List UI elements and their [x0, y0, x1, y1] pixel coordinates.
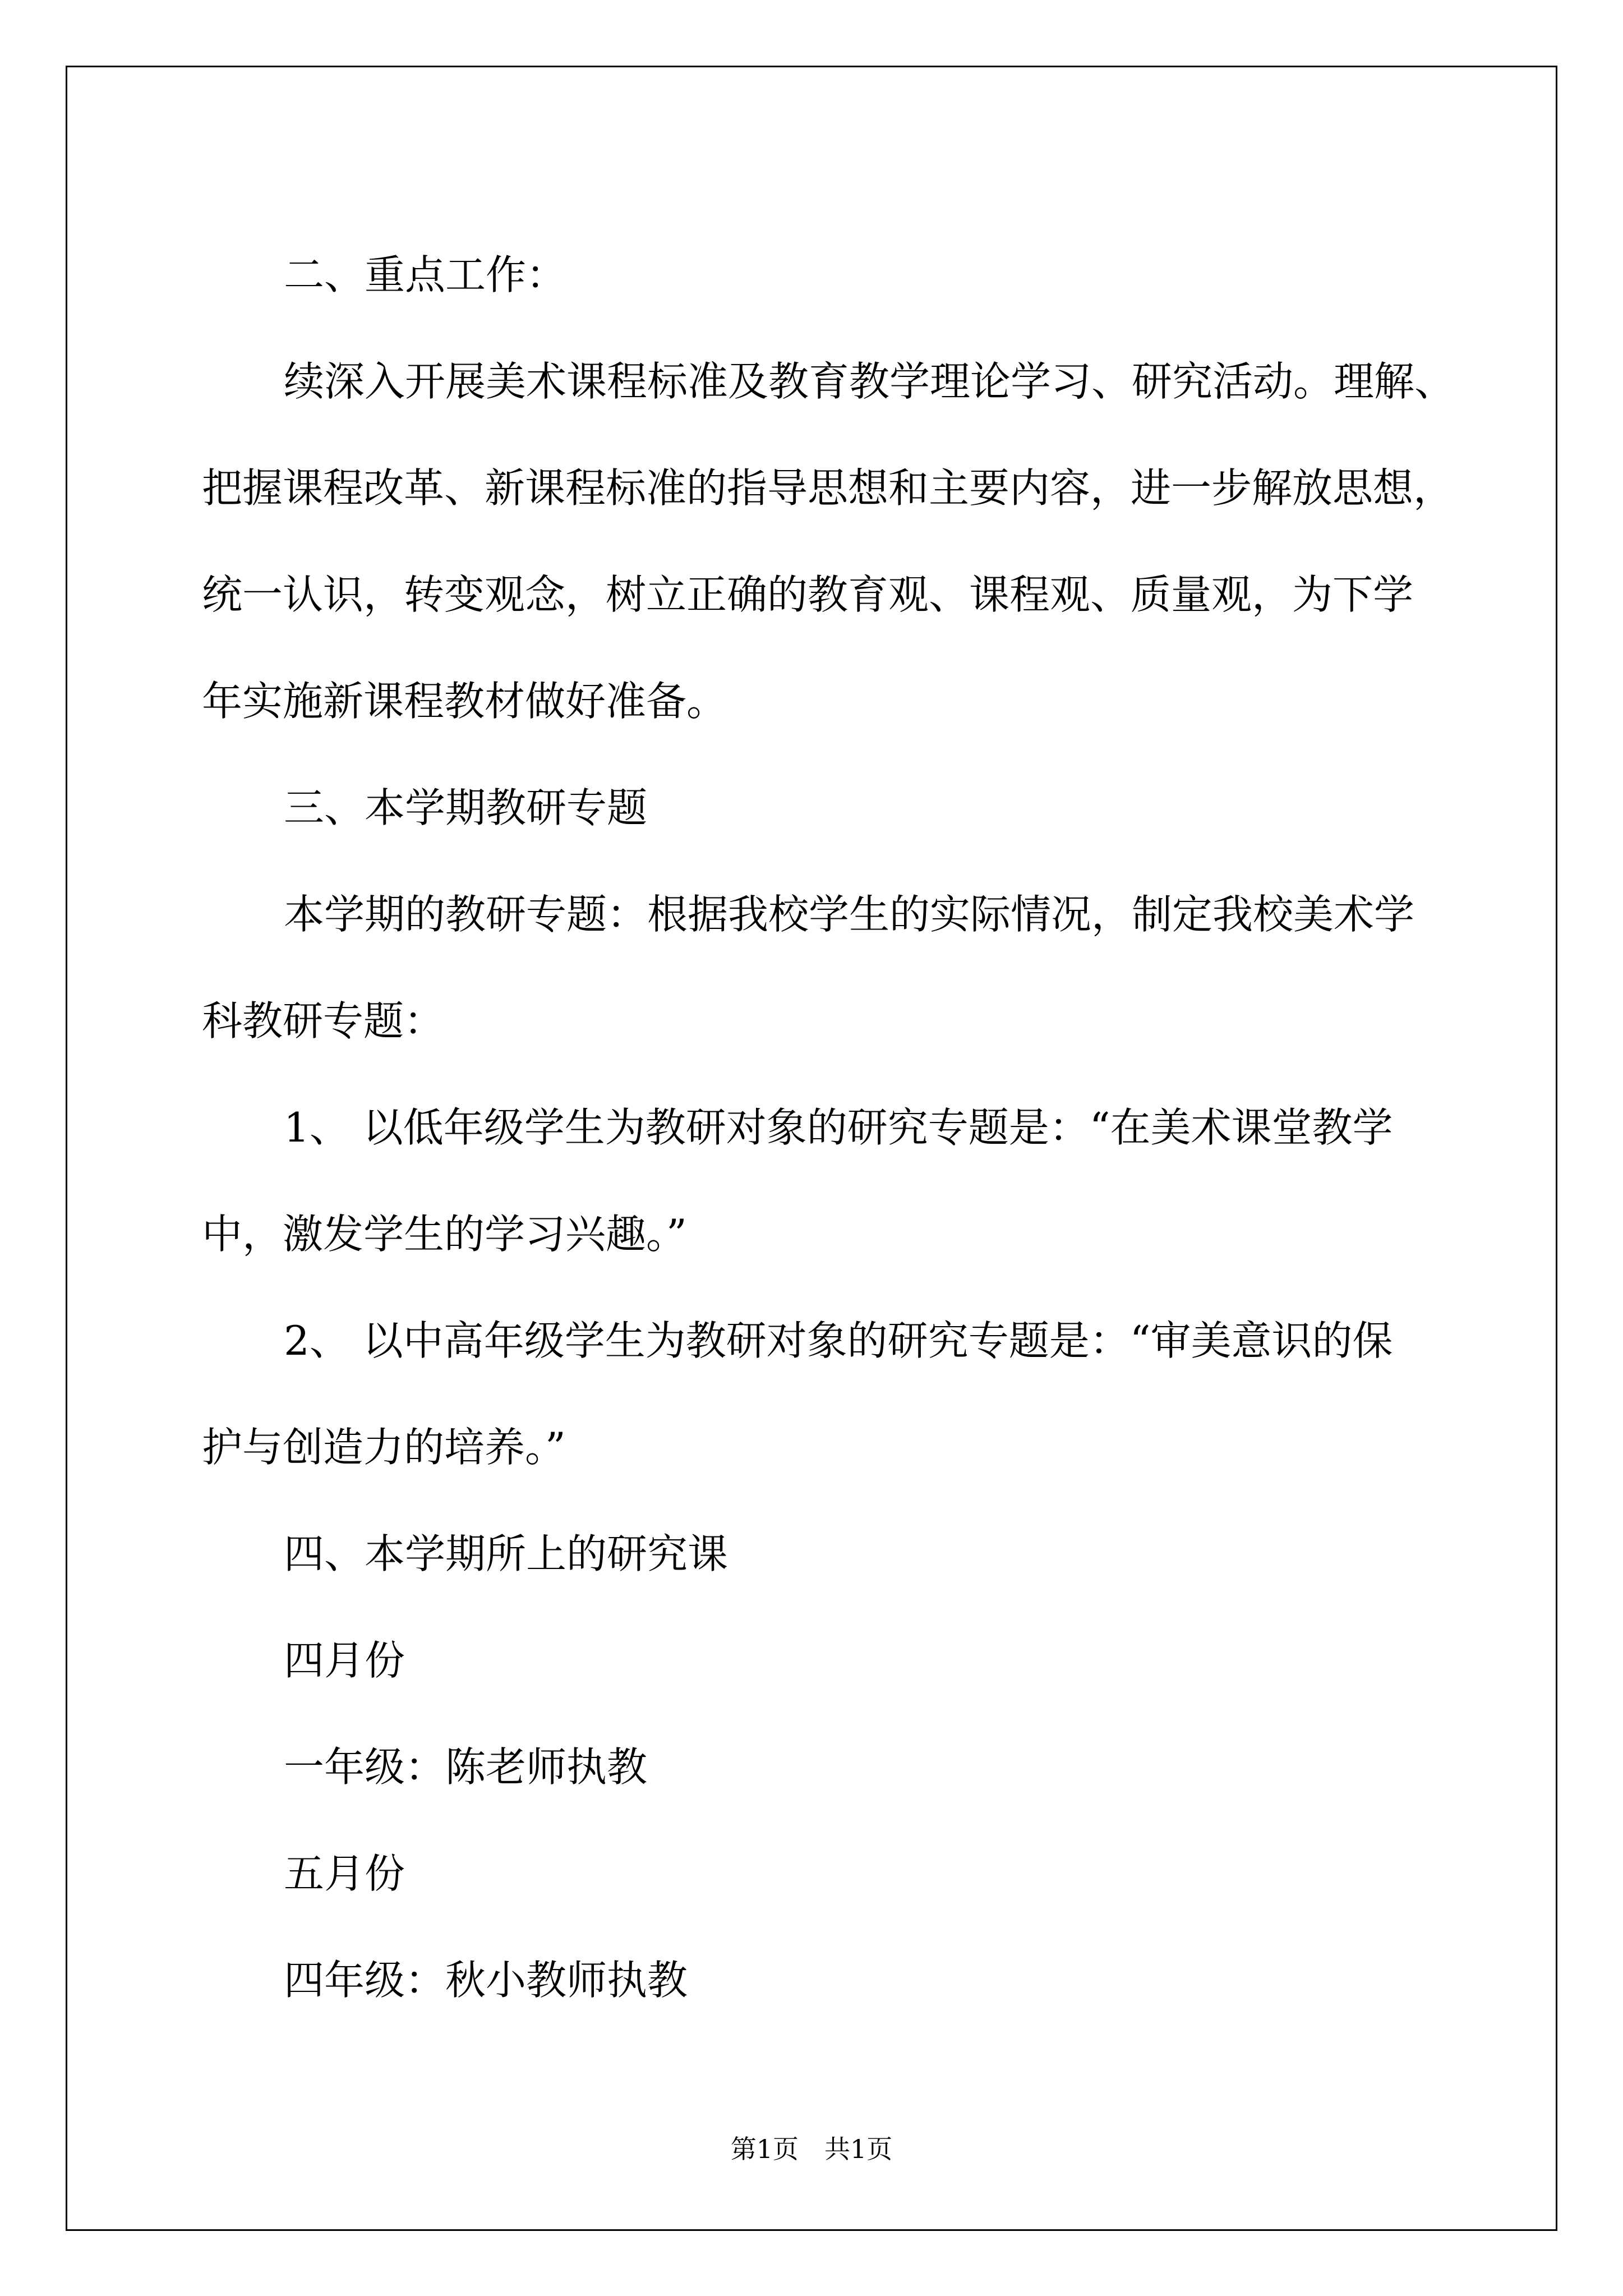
paragraph-line: 科教研专题：: [202, 997, 445, 1045]
paragraph-line: 本学期的教研专题：根据我校学生的实际情况，制定我校美术学: [284, 891, 1415, 938]
list-item-1: 1、 以低年级学生为教研对象的研究专题是：“在美术课堂教学: [284, 1104, 1393, 1151]
section-heading-key-work: 二、重点工作：: [284, 251, 567, 298]
page-footer: 第1页 共1页: [730, 2134, 893, 2164]
month-label-may: 五月份: [284, 1850, 405, 1897]
paragraph-line: 续深入开展美术课程标准及教育教学理论学习、研究活动。理解、: [284, 358, 1455, 405]
lesson-entry-grade-4: 四年级：秋小教师执教: [284, 1957, 688, 2004]
paragraph-line: 统一认识，转变观念，树立正确的教育观、课程观、质量观，为下学: [202, 571, 1414, 618]
paragraph-line: 把握课程改革、新课程标准的指导思想和主要内容，进一步解放思想，: [202, 464, 1454, 512]
paragraph-line: 护与创造力的培养。”: [202, 1424, 566, 1471]
paragraph-line: 中，激发学生的学习兴趣。”: [202, 1211, 687, 1258]
section-heading-research-topic: 三、本学期教研专题: [284, 784, 648, 831]
month-label-april: 四月份: [284, 1637, 405, 1684]
section-heading-research-lessons: 四、本学期所上的研究课: [284, 1530, 728, 1577]
document-body: [202, 222, 1455, 2033]
paragraph-line: 年实施新课程教材做好准备。: [202, 678, 727, 725]
list-item-2: 2、 以中高年级学生为教研对象的研究专题是：“审美意识的保: [284, 1317, 1393, 1364]
lesson-entry-grade-1: 一年级：陈老师执教: [284, 1743, 648, 1791]
